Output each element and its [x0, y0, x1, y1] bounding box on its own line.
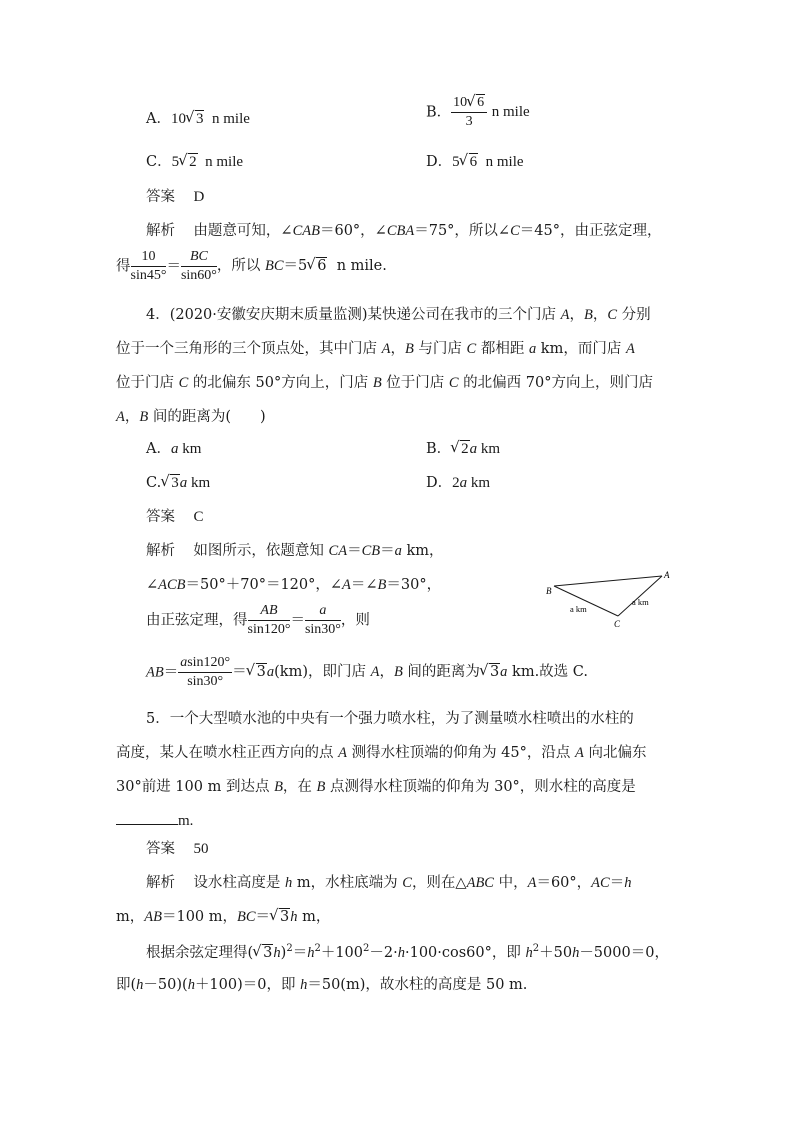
q4-option-c: C.√ 3a km: [146, 476, 210, 491]
q4-option-b: B．√ 2a km: [426, 442, 500, 457]
q4-analysis-line1: 解析 如图所示，依题意知 CA＝CB＝a km，: [146, 543, 444, 559]
q5-analysis-line1: 解析 设水柱高度是 h m，水柱底端为 C，则在△ABC 中，A＝60°，AC＝h: [146, 875, 632, 891]
q5-stem-line1: 5．一个大型喷水池的中央有一个强力喷水柱，为了测量喷水柱喷出的水柱的: [146, 711, 634, 727]
vertex-b-label: B: [546, 586, 552, 596]
q5-answer-blank[interactable]: [116, 812, 178, 825]
q3-option-a: A．10√ 3 n mile: [146, 112, 250, 127]
q4-analysis-line4: AB＝ $\frac{asin120^\circ}{\sin 30^\circ}$ ＝√ 3a(km)，即门店 A，B 间的距离为√ 3a km.故选 C.: [146, 656, 588, 689]
q3-option-c-label: C．: [146, 154, 172, 170]
segment-ca: [618, 576, 662, 616]
q5-analysis-line2: m，AB＝100 m，BC＝√ 3h m，: [116, 910, 330, 925]
q4-stem-line3: 位于门店 C 的北偏东 50°方向上，门店 B 位于门店 C 的北偏西 70°方向上，则门店: [116, 375, 653, 391]
vertex-c-label: C: [614, 619, 621, 629]
q4-triangle-figure: [540, 568, 674, 630]
q4-analysis-line3: 由正弦定理，得 $\frac{AB}{\sin 120^\circ}$ ＝ $\frac{a}{\sin 30^\circ}$ ，则: [146, 603, 370, 637]
q5-stem-line4: m.: [116, 812, 193, 829]
q4-stem-line2: 位于一个三角形的三个顶点处，其中门店 A，B 与门店 C 都相距 a km，而门店 A: [116, 341, 635, 357]
q5-stem-line3: 30°前进 100 m 到达点 B，在 B 点测得水柱顶端的仰角为 30°，则水柱的高度是: [116, 779, 636, 795]
q3-option-b-label: B．: [426, 104, 452, 121]
q5-answer-value: 50: [193, 841, 209, 857]
q5-analysis-line4: 即(h－50)(h＋100)＝0，即 h＝50(m)，故水柱的高度是 50 m.: [116, 977, 528, 993]
q3-answer-value: D: [193, 189, 205, 205]
q3-option-d: D．5√ 6 n mile: [426, 155, 524, 170]
q4-answer: 答案 C: [146, 509, 204, 525]
q4-stem-line4: A，B 间的距离为( ): [116, 409, 266, 425]
q3-answer: [146, 190, 204, 205]
q5-answer: 答案 50: [146, 841, 209, 857]
q3-option-a-label: A．: [146, 111, 171, 127]
q5-analysis-line3: 根据余弦定理得(√ $3h)^2=h^2+100^2-2\cdot h\cdot 100\cdot\cos 60^\circ$，即 $h^2+50h-5000=0$，: [146, 944, 669, 960]
q3-option-d-label: D．: [426, 154, 453, 170]
q3-option-c: C．5√ 2 n mile: [146, 155, 243, 170]
q4-stem-line1: 4．(2020·安徽安庆期末质量监测)某快递公司在我市的三个门店 A，B，C 分别: [146, 307, 651, 323]
side-cb-label: a km: [570, 604, 587, 614]
q3-option-b: B． $\frac{10√ 6}{3}$ n mile: [426, 96, 530, 129]
q4-analysis-line2: ∠ACB＝50°＋70°＝120°，∠A＝∠B＝30°，: [146, 577, 442, 593]
segment-ab: [554, 576, 662, 586]
side-ca-label: a km: [632, 597, 649, 607]
q4-option-d: D．2a km: [426, 475, 491, 491]
q3-analysis-line2: 得 $\frac{10}{\sin 45^\circ}$ ＝ $\frac{BC}{\sin 60^\circ}$ ，所以 BC＝5√ 6 n mile.: [116, 250, 387, 283]
q3-analysis-line1: 解析 由题意可知，∠CAB＝60°，∠CBA＝75°，所以∠C＝45°，由正弦定理，: [146, 223, 662, 239]
vertex-a-label: A: [664, 570, 670, 580]
q3-answer-label: 答案: [146, 189, 175, 205]
q3-option-b-fraction: $\frac{10√ 6}{3}$: [451, 96, 487, 129]
q4-answer-value: C: [193, 509, 204, 525]
q4-option-a: A．a km: [146, 441, 202, 457]
q5-stem-line2: 高度，某人在喷水柱正西方向的点 A 测得水柱顶端的仰角为 45°，沿点 A 向北偏东: [116, 745, 647, 761]
